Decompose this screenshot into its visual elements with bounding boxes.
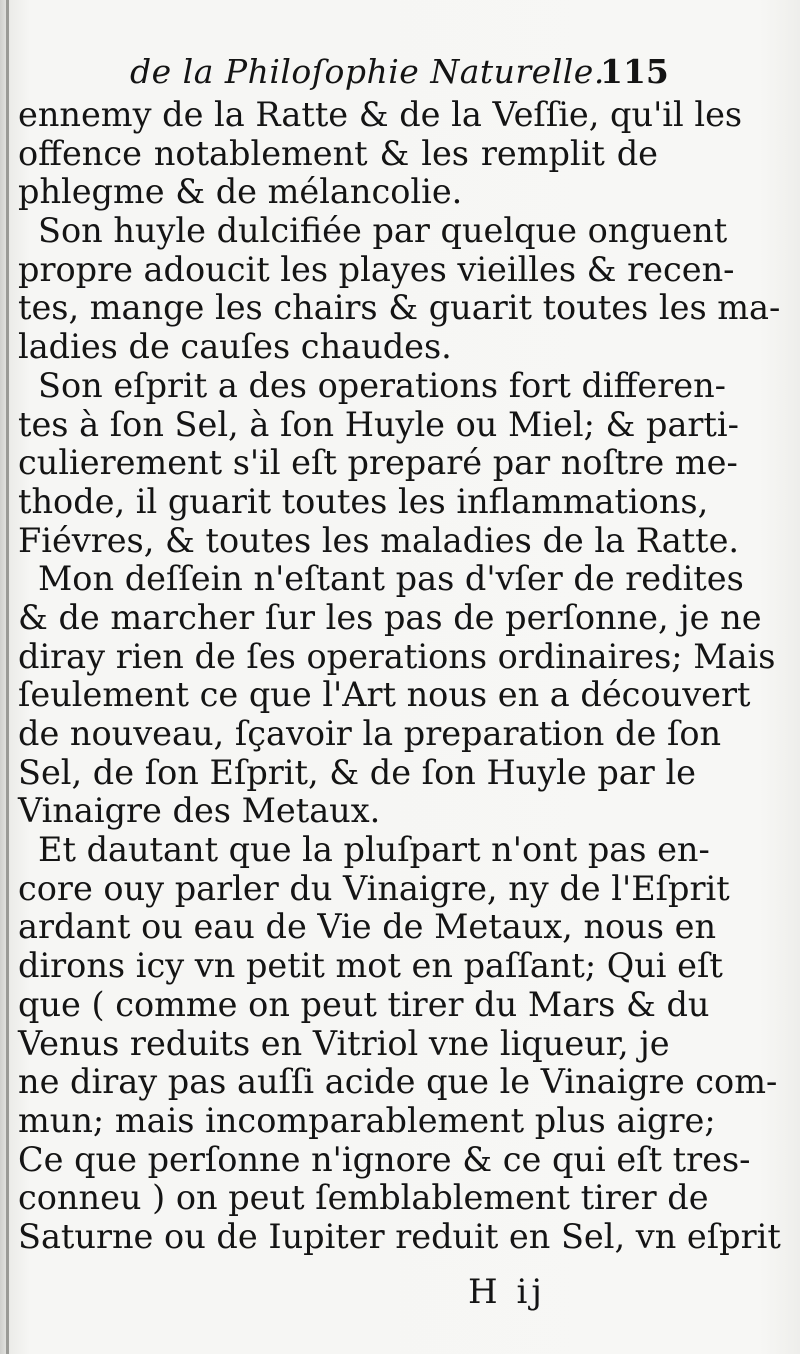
text-line: Ce que perſonne n'ignore & ce qui eſt tres-	[18, 1139, 751, 1179]
page-header	[0, 48, 800, 98]
text-line: Venus reduits en Vitriol vne liqueur, je	[18, 1023, 670, 1063]
text-line: & de marcher ſur les pas de perſonne, je ne	[18, 597, 762, 637]
text-line: ennemy de la Ratte & de la Veſſie, qu'il les	[18, 95, 743, 134]
text-line: que ( comme on peut tirer du Mars & du	[18, 984, 710, 1024]
text-line: ladies de cauſes chaudes.	[18, 327, 452, 367]
text-line: dirons icy vn petit mot en paſſant; Qui eſt	[18, 946, 723, 986]
page-number: 115	[600, 52, 669, 91]
text-line: Vinaigre des Metaux.	[18, 791, 381, 831]
text-line: mun; mais incomparablement plus aigre;	[18, 1100, 716, 1140]
text-line: ne diray pas auſſi acide que le Vinaigre com-	[18, 1062, 778, 1102]
text-line: ſeulement ce que l'Art nous en a découvert	[18, 675, 751, 715]
text-line: thode, il guarit toutes les inflammations,	[18, 481, 709, 521]
text-line: Mon deſſein n'eſtant pas d'vſer de redites	[38, 559, 744, 599]
gutter-shadow	[6, 0, 9, 1354]
text-line: offence notablement & les remplit de	[18, 133, 658, 173]
text-line: Son huyle dulcifiée par quelque onguent	[38, 211, 728, 251]
text-line: culierement s'il eſt preparé par noſtre me-	[18, 443, 738, 483]
text-line: tes à ſon Sel, à ſon Huyle ou Miel; & parti-	[18, 404, 739, 444]
signature-mark: H ij	[468, 1272, 546, 1312]
text-line: ardant ou eau de Vie de Metaux, nous en	[18, 907, 717, 947]
text-line: Fiévres, & toutes les maladies de la Ratte.	[18, 520, 740, 560]
text-line: tes, mange les chairs & guarit toutes les ma-	[18, 288, 781, 328]
text-line: Sel, de ſon Eſprit, & de ſon Huyle par le	[18, 752, 696, 792]
text-line: Et dautant que la pluſpart n'ont pas en-	[38, 830, 710, 870]
text-line: phlegme & de mélancolie.	[18, 172, 463, 212]
text-line: conneu ) on peut ſemblablement tirer de	[18, 1178, 709, 1218]
running-head: de la Philoſophie Naturelle.	[130, 52, 605, 91]
text-line: de nouveau, ſçavoir la preparation de ſon	[18, 714, 722, 753]
text-line: propre adoucit les playes vieilles & recen-	[18, 249, 735, 289]
text-line: Saturne ou de Iupiter reduit en Sel, vn eſprit	[18, 1216, 781, 1256]
text-line: core ouy parler du Vinaigre, ny de l'Eſprit	[18, 868, 730, 908]
text-line: diray rien de ſes operations ordinaires; Mais	[18, 636, 776, 676]
body-text	[18, 95, 781, 1257]
text-line: Son eſprit a des operations fort differen-	[38, 365, 726, 405]
